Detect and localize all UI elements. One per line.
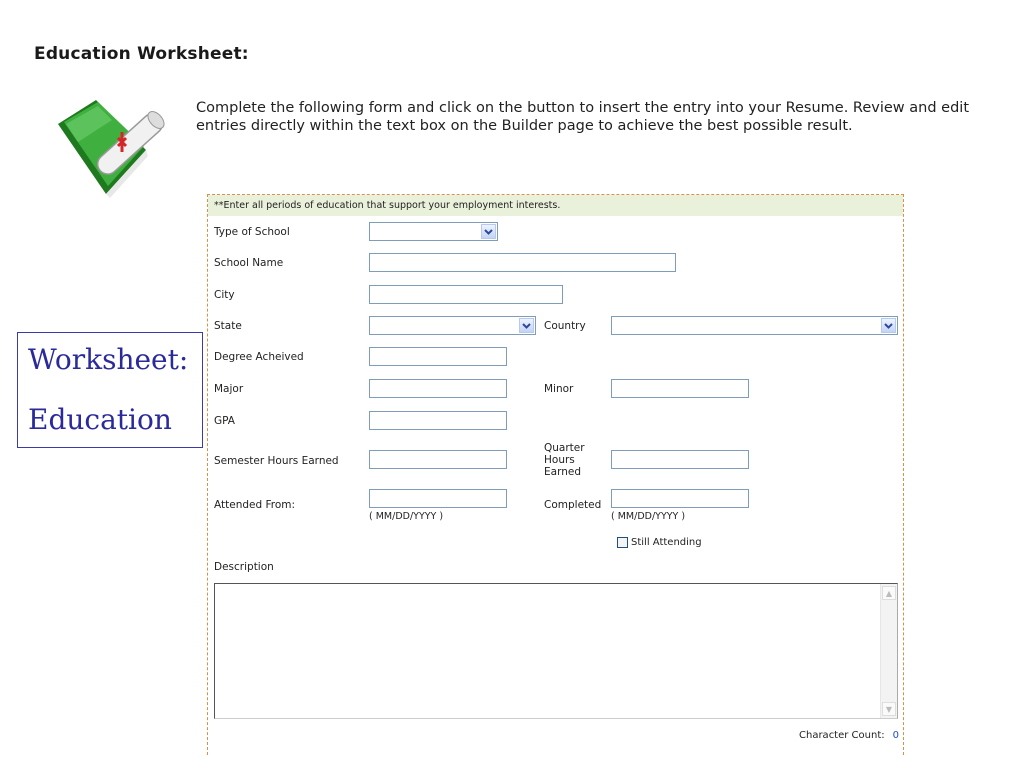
form-note: **Enter all periods of education that support your employment interests. bbox=[208, 195, 903, 216]
state-select[interactable] bbox=[369, 316, 536, 335]
description-textarea[interactable] bbox=[214, 583, 898, 719]
gpa-input[interactable] bbox=[369, 411, 507, 430]
slide-side-label bbox=[17, 332, 203, 448]
school-name-input[interactable] bbox=[369, 253, 676, 272]
completed-date-hint: ( MM/DD/YYYY ) bbox=[611, 511, 686, 522]
semester-hours-label: Semester Hours Earned bbox=[214, 455, 339, 467]
state-label: State bbox=[214, 320, 242, 332]
quarter-hours-label bbox=[544, 442, 585, 478]
degree-input[interactable] bbox=[369, 347, 507, 366]
quarter-hours-label-line2: Hours bbox=[544, 454, 575, 466]
degree-label: Degree Acheived bbox=[214, 351, 304, 363]
description-label: Description bbox=[214, 561, 274, 573]
major-label: Major bbox=[214, 383, 244, 395]
page-title: Education Worksheet: bbox=[34, 44, 249, 64]
type-of-school-label: Type of School bbox=[214, 226, 290, 238]
minor-input[interactable] bbox=[611, 379, 749, 398]
side-label-line2: Education bbox=[28, 403, 172, 436]
city-input[interactable] bbox=[369, 285, 563, 304]
book-diploma-icon bbox=[52, 94, 170, 198]
chevron-down-icon bbox=[881, 318, 896, 333]
quarter-hours-input[interactable] bbox=[611, 450, 749, 469]
country-label: Country bbox=[544, 320, 586, 332]
type-of-school-select[interactable] bbox=[369, 222, 498, 241]
city-label: City bbox=[214, 289, 235, 301]
education-form bbox=[207, 194, 904, 755]
character-count bbox=[799, 730, 899, 741]
scroll-up-icon[interactable]: ▲ bbox=[882, 586, 896, 600]
still-attending-checkbox[interactable] bbox=[617, 537, 628, 548]
character-count-value: 0 bbox=[892, 730, 899, 741]
chevron-down-icon bbox=[519, 318, 534, 333]
still-attending-label: Still Attending bbox=[631, 537, 702, 548]
semester-hours-input[interactable] bbox=[369, 450, 507, 469]
completed-label: Completed bbox=[544, 499, 602, 511]
side-label-line1: Worksheet: bbox=[28, 343, 189, 376]
quarter-hours-label-line1: Quarter bbox=[544, 442, 585, 454]
school-name-label: School Name bbox=[214, 257, 284, 269]
scroll-down-icon[interactable]: ▼ bbox=[882, 702, 896, 716]
attended-from-label: Attended From: bbox=[214, 499, 296, 511]
major-input[interactable] bbox=[369, 379, 507, 398]
intro-text: Complete the following form and click on the button to insert the entry into your Resume. Review and edit entries directly within the text box on the Builder page to achieve the best possible result. bbox=[196, 100, 970, 134]
attended-from-date-hint: ( MM/DD/YYYY ) bbox=[369, 511, 444, 522]
attended-from-input[interactable] bbox=[369, 489, 507, 508]
country-select[interactable] bbox=[611, 316, 898, 335]
chevron-down-icon bbox=[481, 224, 496, 239]
completed-input[interactable] bbox=[611, 489, 749, 508]
description-scrollbar[interactable] bbox=[880, 584, 897, 718]
character-count-label: Character Count: bbox=[799, 730, 885, 741]
quarter-hours-label-line3: Earned bbox=[544, 466, 581, 478]
minor-label: Minor bbox=[544, 383, 574, 395]
gpa-label: GPA bbox=[214, 415, 235, 427]
